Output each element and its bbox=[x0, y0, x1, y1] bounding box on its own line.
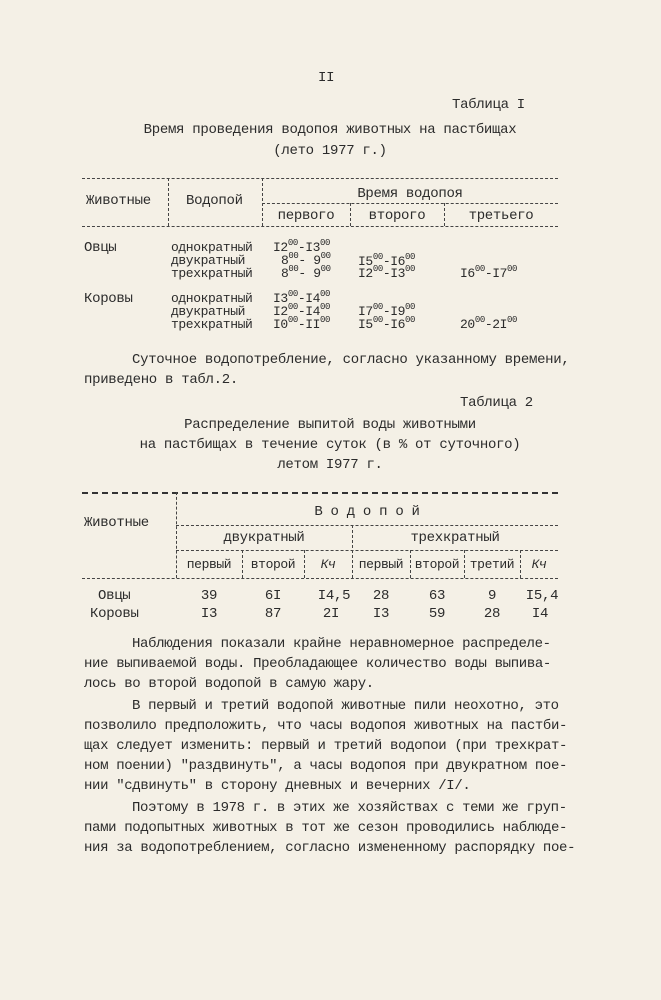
table2-title-line3: летом I977 г. bbox=[277, 457, 383, 473]
table1-label: Таблица I bbox=[452, 97, 525, 113]
table2-top-rule bbox=[82, 492, 558, 494]
table2-header-first: первый bbox=[358, 557, 404, 572]
table2-cell: I5,4 bbox=[525, 588, 559, 604]
table1-vrule bbox=[168, 178, 169, 226]
table2-header-bottom-rule bbox=[82, 578, 558, 579]
paragraph-line: щах следует изменить: первый и третий водопои (при трехкрат- bbox=[84, 738, 568, 754]
table1-top-rule bbox=[82, 178, 558, 179]
table2-cell: 28 bbox=[372, 588, 390, 604]
table1-time-cell: $I2^{00}-I3^{00}$ bbox=[358, 264, 416, 281]
table1-header-first: первого bbox=[277, 208, 335, 224]
table2-cell: 63 bbox=[428, 588, 446, 604]
table1-time-cell: $I2^{00}-I4^{00}$ bbox=[273, 302, 331, 319]
table1-time-cell: $8^{00}-$ $9^{00}$ bbox=[281, 251, 331, 268]
table2-sub-rule bbox=[176, 550, 558, 551]
table1-time-cell: $I5^{00}-I6^{00}$ bbox=[358, 315, 416, 332]
table2-cell: 59 bbox=[428, 606, 446, 622]
table2-cell: 6I bbox=[264, 588, 282, 604]
table1-type: однократный bbox=[171, 240, 253, 255]
table2-cell: 2I bbox=[322, 606, 340, 622]
table2-cell: 39 bbox=[200, 588, 218, 604]
table2-title-line1: Распределение выпитой воды животными bbox=[184, 417, 476, 433]
paragraph-line: ния за водопотреблением, согласно измененному распорядку пое- bbox=[84, 840, 576, 856]
table2-header-kv: Кч bbox=[531, 557, 547, 572]
table1-title-line1: Время проведения водопоя животных на пастбищах bbox=[143, 122, 517, 138]
table2-cell: 28 bbox=[483, 606, 501, 622]
table1-time-cell: $I0^{00}-II^{00}$ bbox=[273, 315, 331, 332]
table2-header-second: второй bbox=[414, 557, 460, 572]
table1-type: трехкратный bbox=[171, 266, 253, 281]
paragraph-line: пами подопытных животных в тот же сезон проводились наблюде- bbox=[84, 820, 568, 836]
table2-row-animal: Коровы bbox=[90, 606, 139, 622]
paragraph-line: ном поении) "раздвинуть", а часы водопоя при двукратном пое- bbox=[84, 758, 568, 774]
table2-cell: I3 bbox=[200, 606, 218, 622]
table1-time-cell: $I2^{00}-I3^{00}$ bbox=[273, 238, 331, 255]
between-text-line2: приведено в табл.2. bbox=[84, 372, 238, 388]
table2-header-first: первый bbox=[186, 557, 232, 572]
table1-header-third: третьего bbox=[468, 208, 534, 224]
table2-header-double: двукратный bbox=[223, 530, 305, 546]
paragraph-line: позволило предположить, что часы водопоя животных на пастби- bbox=[84, 718, 568, 734]
page-number: II bbox=[318, 70, 335, 86]
table2-header-second: второй bbox=[250, 557, 296, 572]
table2-cell: 87 bbox=[264, 606, 282, 622]
table1-type: двукратный bbox=[171, 253, 246, 268]
table1-time-cell: $I6^{00}-I7^{00}$ bbox=[460, 264, 518, 281]
table1-time-cell: $8^{00}-$ $9^{00}$ bbox=[281, 264, 331, 281]
table1-header-time: Время водопоя bbox=[357, 186, 463, 202]
paragraph-line: Наблюдения показали крайне неравномерное распределе- bbox=[132, 636, 551, 652]
table1-time-cell: $I7^{00}-I9^{00}$ bbox=[358, 302, 416, 319]
table1-type: трехкратный bbox=[171, 317, 253, 332]
table2-header-third: третий bbox=[469, 557, 515, 572]
table1-animal-sheep: Овцы bbox=[84, 240, 117, 256]
table2-header-triple: трехкратный bbox=[410, 530, 500, 546]
table2-cell: I3 bbox=[372, 606, 390, 622]
table1-header-watering: Водопой bbox=[186, 193, 243, 209]
table2-sub-rule bbox=[176, 525, 558, 526]
table2-title-line2: на пастбищах в течение суток (в % от суточного) bbox=[139, 437, 521, 453]
table1-time-cell: $I5^{00}-I6^{00}$ bbox=[358, 252, 416, 269]
table1-type: однократный bbox=[171, 291, 253, 306]
paragraph-line: нии "сдвинуть" в сторону дневных и вечерних /I/. bbox=[84, 778, 471, 794]
table2-header-kv: Кч bbox=[320, 557, 336, 572]
table2-cell: I4,5 bbox=[317, 588, 351, 604]
paragraph-line: лось во второй водопой в самую жару. bbox=[84, 676, 374, 692]
table1-sub-rule bbox=[262, 203, 558, 204]
table2-label: Таблица 2 bbox=[460, 395, 533, 411]
table1-title-line2: (лето 1977 г.) bbox=[273, 143, 387, 159]
between-text-line1: Суточное водопотребление, согласно указанному времени, bbox=[132, 352, 570, 368]
table2-header-animals: Животные bbox=[84, 515, 149, 531]
table2-cell: I4 bbox=[531, 606, 549, 622]
table1-animal-cows: Коровы bbox=[84, 291, 133, 307]
table2-header-watering: В о д о п о й bbox=[314, 504, 420, 520]
paragraph-line: Поэтому в 1978 г. в этих же хозяйствах с теми же груп- bbox=[132, 800, 567, 816]
table2-cell: 9 bbox=[487, 588, 497, 604]
paragraph-line: ние выпиваемой воды. Преобладающее количество воды выпива- bbox=[84, 656, 551, 672]
table1-header-bottom-rule bbox=[82, 226, 558, 227]
table1-header-animals: Животные bbox=[86, 193, 151, 209]
paragraph-line: В первый и третий водопой животные пили неохотно, это bbox=[132, 698, 559, 714]
table1-header-second: второго bbox=[368, 208, 426, 224]
table2-row-animal: Овцы bbox=[98, 588, 131, 604]
table1-time-cell: $I3^{00}-I4^{00}$ bbox=[273, 289, 331, 306]
table1-time-cell: $20^{00}-2I^{00}$ bbox=[460, 315, 518, 332]
table1-type: двукратный bbox=[171, 304, 246, 319]
